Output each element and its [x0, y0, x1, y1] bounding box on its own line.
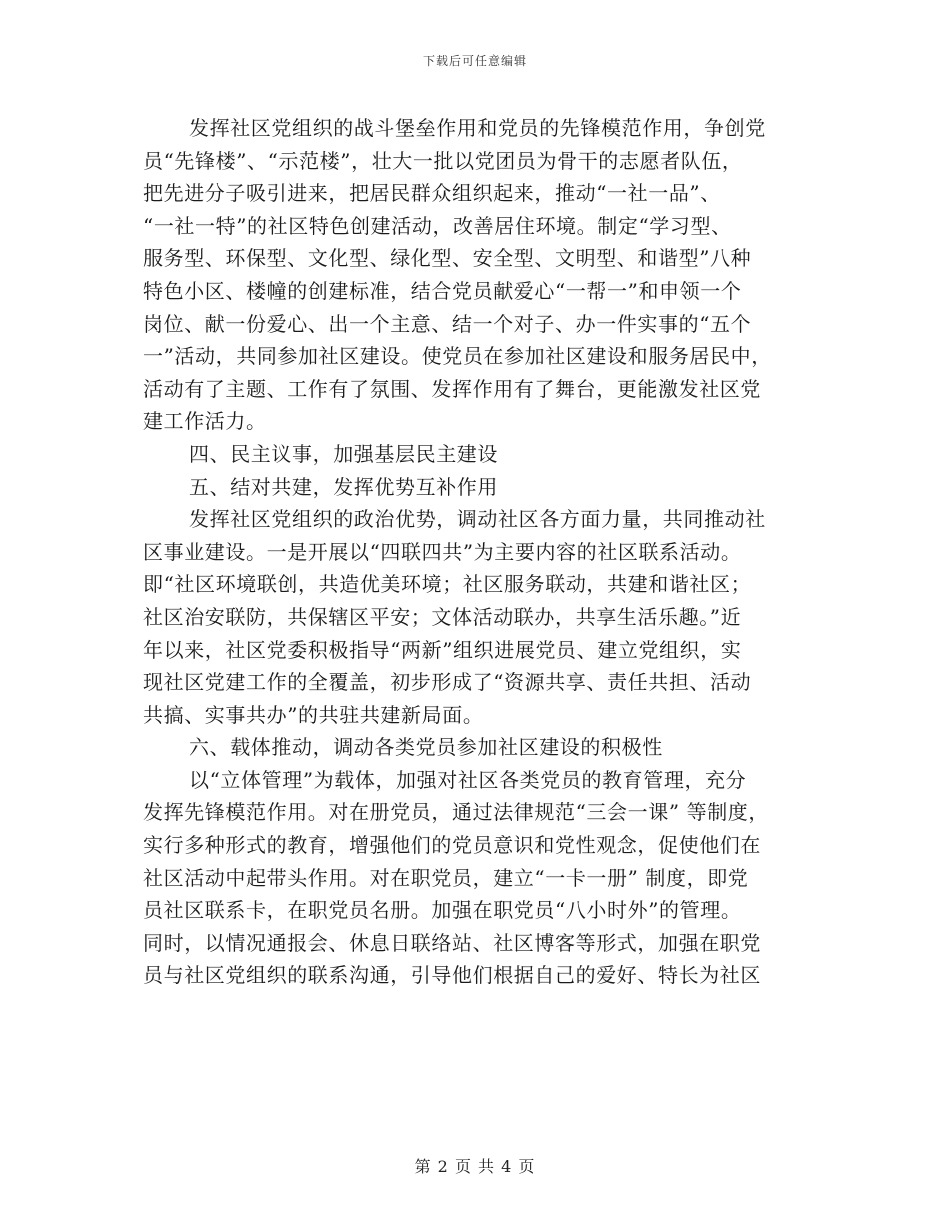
document-body — [143, 112, 811, 992]
text-line: 把先进分子吸引进来，把居民群众组织起来，推动“一社一品”、 — [143, 181, 721, 206]
text-line: 五、结对共建，发挥优势互补作用 — [189, 474, 498, 499]
text-line: 社区治安联防，共保辖区平安；文体活动联办，共享生活乐趣。”近 — [143, 604, 742, 629]
text-line: 区事业建设。一是开展以“四联四共”为主要内容的社区联系活动。 — [143, 539, 742, 564]
page-number: 第 2 页 共 4 页 — [414, 1157, 536, 1176]
text-line: 发挥社区党组织的政治优势，调动社区各方面力量，共同推动社 — [189, 507, 766, 532]
text-line: 活动有了主题、工作有了氛围、发挥作用有了舞台，更能激发社区党 — [143, 376, 761, 401]
text-line: 现社区党建工作的全覆盖，初步形成了“资源共享、责任共担、活动 — [143, 670, 752, 695]
text-line: 服务型、环保型、文化型、绿化型、安全型、文明型、和谐型”八种 — [143, 246, 752, 271]
text-line: 年以来，社区党委积极指导“两新”组织进展党员、建立党组织，实 — [143, 637, 742, 662]
text-line: “一社一特”的社区特色创建活动，改善居住环境。制定“学习型、 — [143, 213, 732, 238]
text-line: 社区活动中起带头作用。对在职党员，建立“一卡一册” 制度，即党 — [143, 865, 749, 890]
text-line: 员“先锋楼”、“示范楼”，壮大一批以党团员为骨干的志愿者队伍， — [143, 148, 743, 173]
text-line: 四、民主议事，加强基层民主建设 — [189, 441, 498, 466]
page-header: 下载后可任意编辑 — [422, 54, 527, 68]
text-line: 实行多种形式的教育，增强他们的党员意识和党性观念，促使他们在 — [143, 833, 761, 858]
text-line: 同时，以情况通报会、休息日联络站、社区博客等形式，加强在职党 — [143, 930, 761, 955]
text-line: 六、载体推动，调动各类党员参加社区建设的积极性 — [189, 735, 663, 760]
text-line: 建工作活力。 — [143, 409, 267, 434]
text-line: 员与社区党组织的联系沟通，引导他们根据自己的爱好、特长为社区 — [143, 963, 761, 988]
text-line: 共搞、实事共办”的共驻共建新局面。 — [143, 702, 484, 727]
text-line: 即“社区环境联创，共造优美环境；社区服务联动，共建和谐社区； — [143, 572, 752, 597]
text-line: 一”活动，共同参加社区建设。使党员在参加社区建设和服务居民中， — [143, 344, 772, 369]
text-line: 岗位、献一份爱心、出一个主意、结一个对子、办一件实事的“五个 — [143, 311, 752, 336]
text-line: 以“立体管理”为载体，加强对社区各类党员的教育管理，充分 — [189, 767, 747, 792]
text-line: 员社区联系卡，在职党员名册。加强在职党员“八小时外”的管理。 — [143, 898, 742, 923]
text-line: 发挥社区党组织的战斗堡垒作用和党员的先锋模范作用，争创党 — [189, 116, 766, 140]
text-line: 发挥先锋模范作用。对在册党员，通过法律规范“三会一课” 等制度， — [143, 800, 770, 825]
text-line: 特色小区、楼幢的创建标准，结合党员献爱心“一帮一”和申领一个 — [143, 278, 742, 303]
